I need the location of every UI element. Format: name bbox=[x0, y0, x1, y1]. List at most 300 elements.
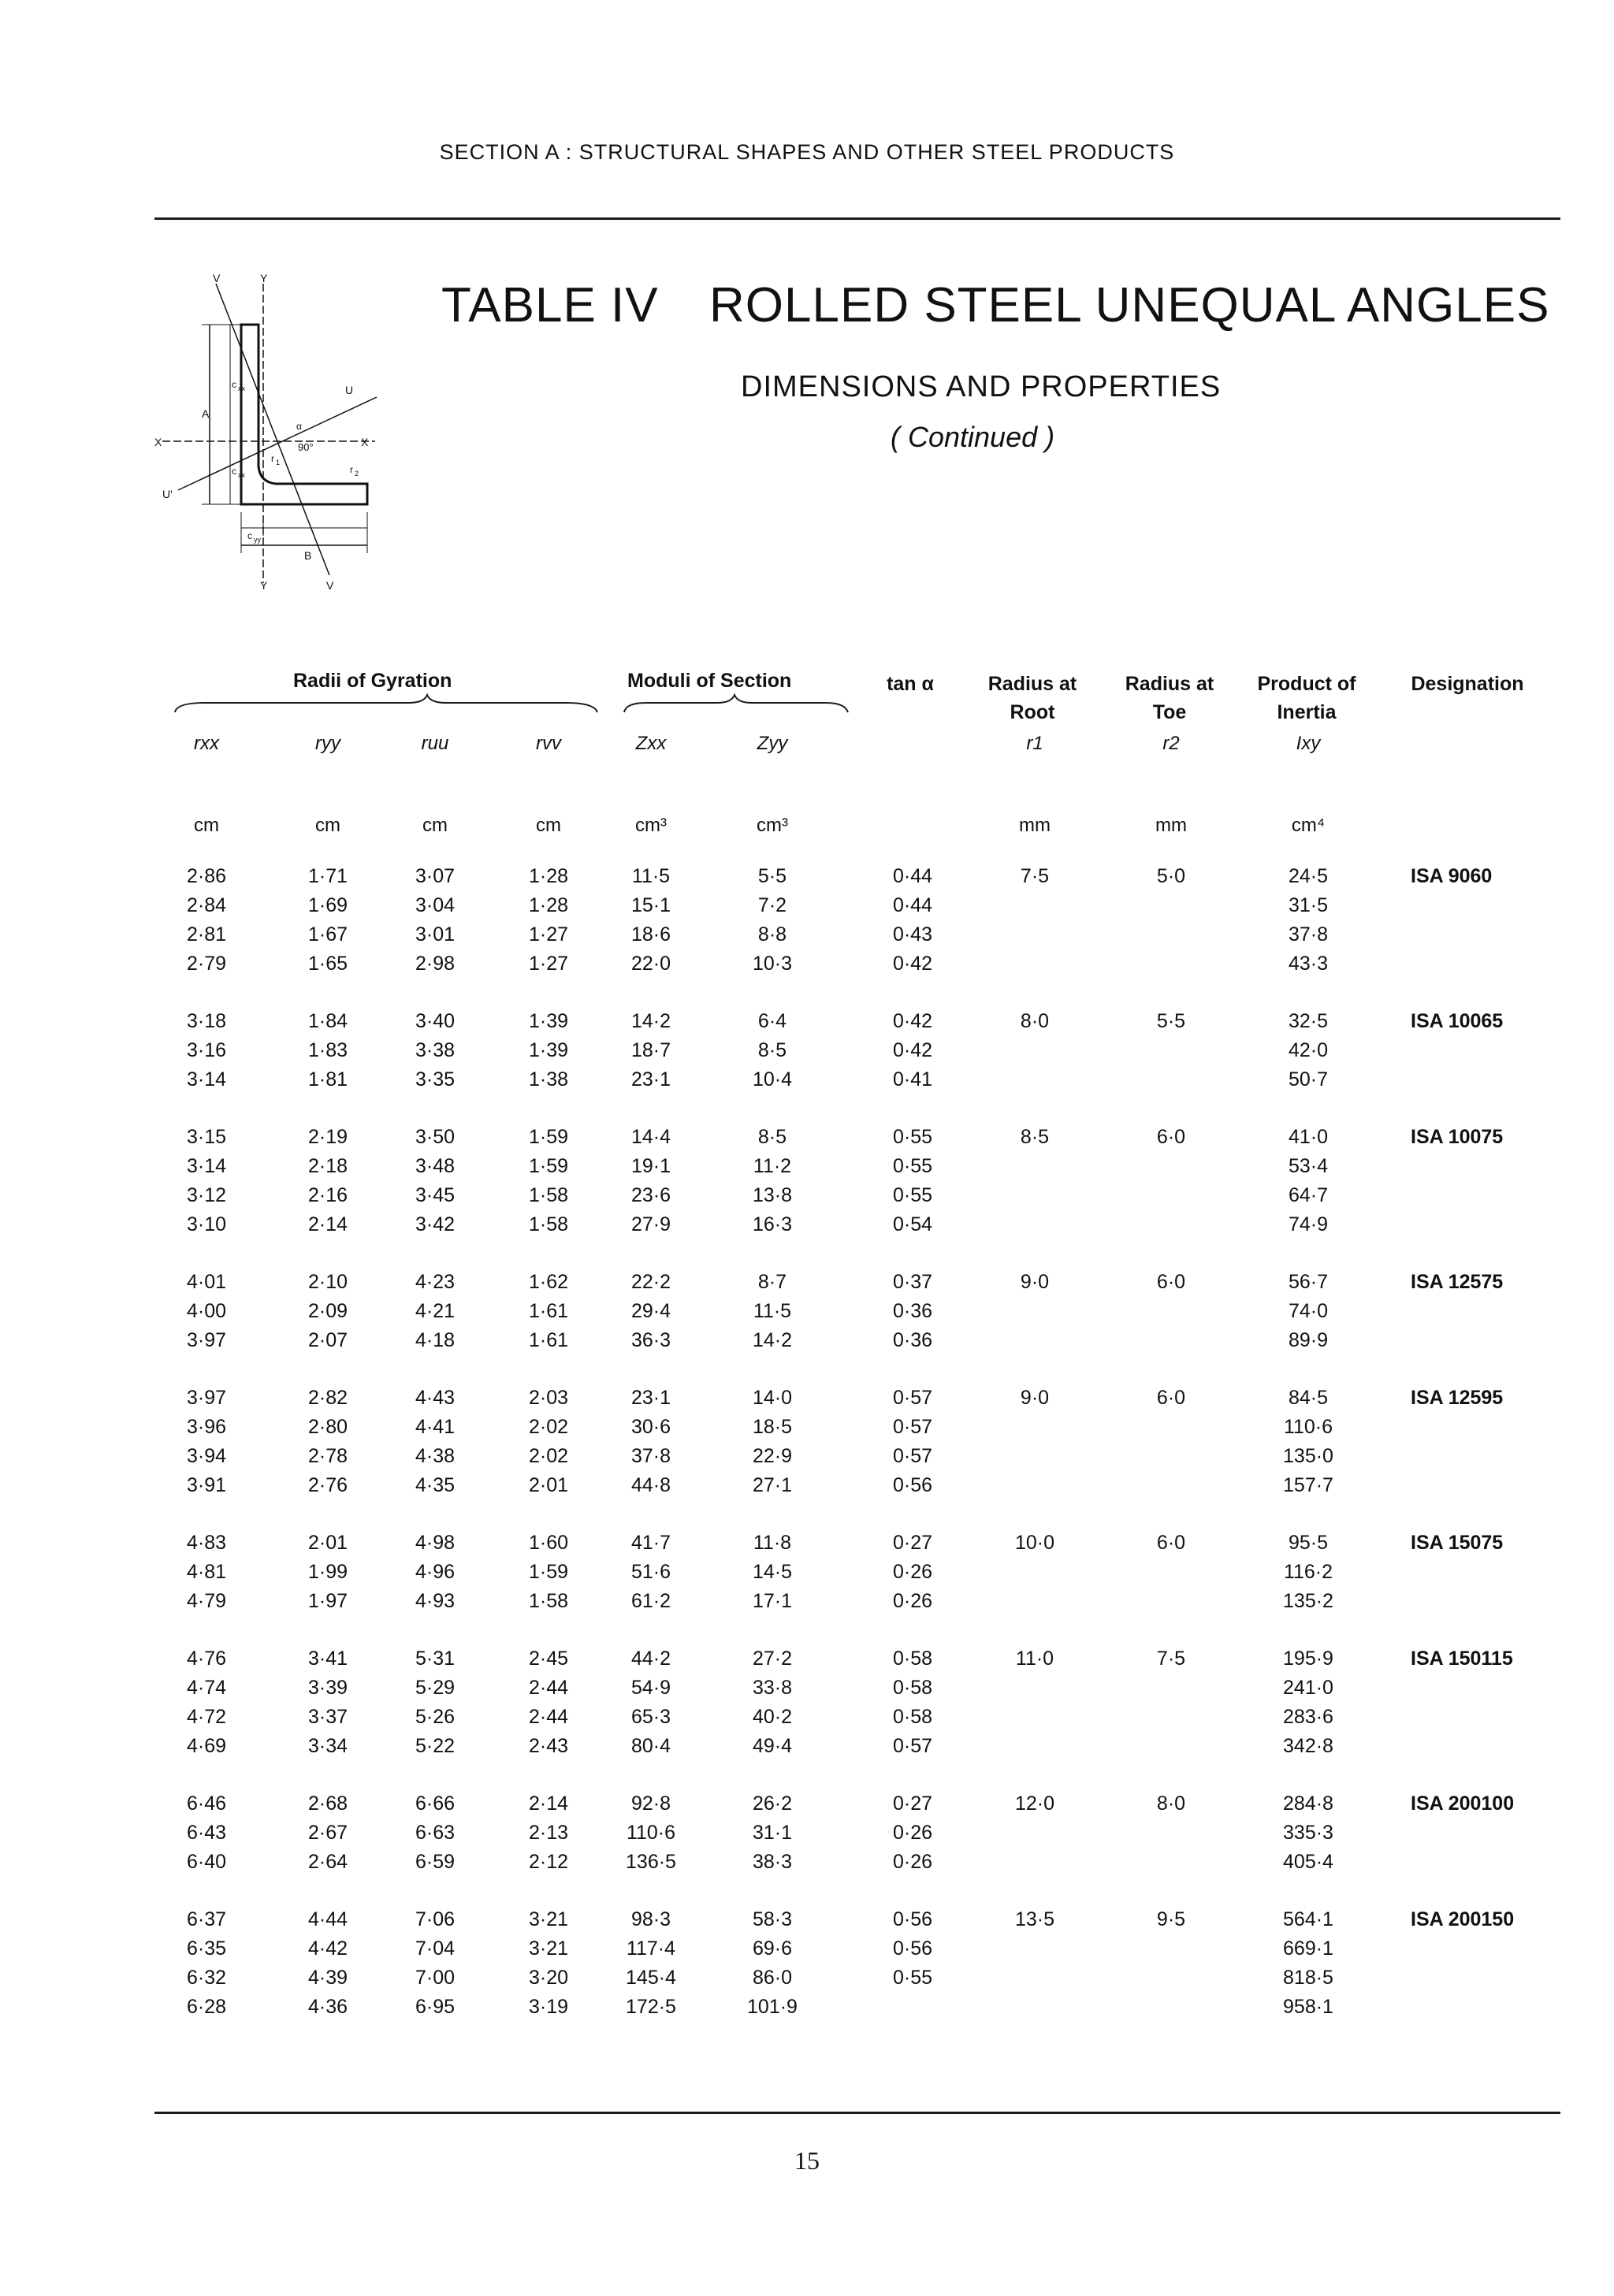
cell-ixy: 95·5 bbox=[1288, 1532, 1329, 1554]
cell-rvv: 3·19 bbox=[528, 1996, 569, 2018]
cell-tan-alpha: 0·36 bbox=[892, 1329, 933, 1351]
cell-zyy: 8·5 bbox=[757, 1039, 787, 1061]
cell-ixy: 135·0 bbox=[1283, 1445, 1333, 1467]
cell-tan-alpha: 0·42 bbox=[892, 953, 933, 975]
cell-ruu: 5·26 bbox=[415, 1706, 456, 1728]
table-title: ROLLED STEEL UNEQUAL ANGLES bbox=[709, 278, 1550, 333]
cell-ryy: 2·14 bbox=[307, 1213, 348, 1235]
cell-ruu: 6·59 bbox=[415, 1851, 456, 1873]
cell-rxx: 3·10 bbox=[186, 1213, 227, 1235]
cell-radius-toe: 5·5 bbox=[1156, 1010, 1186, 1032]
cell-tan-alpha bbox=[865, 1993, 960, 2022]
top-divider bbox=[154, 217, 1560, 220]
header-braces bbox=[173, 692, 851, 719]
cell-tan-alpha: 0·37 bbox=[892, 1271, 933, 1293]
cell-rvv: 1·39 bbox=[528, 1039, 569, 1061]
cell-radius-toe: 6·0 bbox=[1156, 1387, 1186, 1409]
cell-tan-alpha: 0·56 bbox=[892, 1474, 933, 1496]
cell-rxx: 6·35 bbox=[186, 1937, 227, 1960]
cell-zxx: 117·4 bbox=[626, 1937, 676, 1960]
cell-rxx: 4·69 bbox=[186, 1735, 227, 1757]
cell-ryy: 2·09 bbox=[307, 1300, 348, 1322]
cell-ixy: 89·9 bbox=[1288, 1329, 1329, 1351]
cell-tan-alpha: 0·57 bbox=[892, 1735, 933, 1757]
cell-ixy: 31·5 bbox=[1288, 894, 1329, 916]
radii-of-gyration-header: Radii of Gyration bbox=[293, 670, 452, 692]
cell-ixy: 42·0 bbox=[1288, 1039, 1329, 1061]
cell-rvv: 2·02 bbox=[528, 1445, 569, 1467]
cell-tan-alpha: 0·56 bbox=[892, 1937, 933, 1960]
cell-ixy: 110·6 bbox=[1283, 1416, 1333, 1438]
cell-rxx: 4·81 bbox=[186, 1561, 227, 1583]
cell-ryy: 3·41 bbox=[307, 1648, 348, 1670]
cell-ruu: 3·40 bbox=[415, 1010, 456, 1032]
cell-rxx: 4·00 bbox=[186, 1300, 227, 1322]
cell-ryy: 4·36 bbox=[307, 1996, 348, 2018]
cell-rxx: 2·84 bbox=[186, 894, 227, 916]
cell-rxx: 3·97 bbox=[186, 1329, 227, 1351]
unit-zyy: cm³ bbox=[757, 815, 788, 836]
cell-zxx: 44·8 bbox=[630, 1474, 671, 1496]
cell-ruu: 7·04 bbox=[415, 1937, 456, 1960]
cell-ryy: 1·97 bbox=[307, 1590, 348, 1612]
cell-zyy: 10·4 bbox=[752, 1068, 793, 1090]
cell-zyy: 27·1 bbox=[752, 1474, 793, 1496]
cell-rxx: 6·37 bbox=[186, 1908, 227, 1930]
cell-rxx: 3·91 bbox=[186, 1474, 227, 1496]
cell-ixy: 564·1 bbox=[1283, 1908, 1333, 1930]
cell-tan-alpha: 0·43 bbox=[892, 923, 933, 946]
cell-zyy: 8·8 bbox=[757, 923, 787, 946]
svg-text:V: V bbox=[213, 272, 221, 284]
cell-rvv: 1·60 bbox=[528, 1532, 569, 1554]
designation-label: ISA 10065 bbox=[1411, 1010, 1504, 1032]
cell-rxx: 4·83 bbox=[186, 1532, 227, 1554]
cell-zxx: 44·2 bbox=[630, 1648, 671, 1670]
product-of-inertia-header: Product of Inertia bbox=[1257, 673, 1356, 723]
cell-rxx: 6·43 bbox=[186, 1822, 227, 1844]
cell-zxx: 65·3 bbox=[630, 1706, 671, 1728]
cell-ixy: 64·7 bbox=[1288, 1184, 1329, 1206]
cell-ixy: 241·0 bbox=[1283, 1677, 1333, 1699]
cell-zxx: 29·4 bbox=[630, 1300, 671, 1322]
cell-tan-alpha: 0·27 bbox=[892, 1532, 933, 1554]
cell-ryy: 2·76 bbox=[307, 1474, 348, 1496]
cell-ixy: 74·0 bbox=[1288, 1300, 1329, 1322]
symbol-ryy: ryy bbox=[315, 733, 340, 754]
designation-header: Designation bbox=[1411, 673, 1524, 695]
cell-zyy: 18·5 bbox=[752, 1416, 793, 1438]
cell-ryy: 4·44 bbox=[307, 1908, 348, 1930]
cell-rvv: 2·12 bbox=[528, 1851, 569, 1873]
svg-text:xx: xx bbox=[238, 385, 245, 392]
cell-rxx: 3·96 bbox=[186, 1416, 227, 1438]
svg-text:U': U' bbox=[162, 488, 173, 500]
moduli-of-section-header: Moduli of Section bbox=[627, 670, 792, 692]
cell-zyy: 11·8 bbox=[753, 1532, 792, 1554]
cell-ryy: 3·39 bbox=[307, 1677, 348, 1699]
cell-ixy: 283·6 bbox=[1283, 1706, 1333, 1728]
cell-ruu: 3·01 bbox=[415, 923, 456, 946]
cell-tan-alpha: 0·57 bbox=[892, 1445, 933, 1467]
cell-zxx: 23·1 bbox=[630, 1387, 671, 1409]
cell-rvv: 1·58 bbox=[528, 1184, 569, 1206]
cell-ryy: 2·10 bbox=[307, 1271, 348, 1293]
cell-ixy: 157·7 bbox=[1283, 1474, 1333, 1496]
cell-rxx: 6·40 bbox=[186, 1851, 227, 1873]
svg-text:c: c bbox=[232, 379, 236, 390]
cell-ruu: 4·18 bbox=[415, 1329, 456, 1351]
cell-zxx: 92·8 bbox=[630, 1793, 671, 1815]
cell-ryy: 2·82 bbox=[307, 1387, 348, 1409]
cell-zxx: 172·5 bbox=[626, 1996, 676, 2018]
cell-tan-alpha: 0·27 bbox=[892, 1793, 933, 1815]
svg-text:yy: yy bbox=[254, 536, 261, 544]
cell-rvv: 2·02 bbox=[528, 1416, 569, 1438]
cell-radius-root: 10·0 bbox=[1014, 1532, 1055, 1554]
svg-text:Y: Y bbox=[260, 272, 268, 284]
cell-rvv: 2·01 bbox=[528, 1474, 569, 1496]
svg-text:r: r bbox=[271, 453, 274, 464]
cell-tan-alpha: 0·42 bbox=[892, 1039, 933, 1061]
cell-ryy: 2·19 bbox=[307, 1126, 348, 1148]
cell-ruu: 3·48 bbox=[415, 1155, 456, 1177]
cell-zxx: 11·5 bbox=[631, 865, 671, 887]
cell-zxx: 136·5 bbox=[626, 1851, 676, 1873]
cell-ryy: 2·01 bbox=[307, 1532, 348, 1554]
unit-rvv: cm bbox=[536, 815, 561, 836]
cell-ruu: 4·96 bbox=[415, 1561, 456, 1583]
svg-text:A: A bbox=[202, 407, 210, 420]
cell-ryy: 1·65 bbox=[307, 953, 348, 975]
cell-tan-alpha: 0·41 bbox=[892, 1068, 933, 1090]
svg-text:Y: Y bbox=[260, 579, 268, 591]
unit-rxx: cm bbox=[194, 815, 219, 836]
cell-rvv: 1·62 bbox=[528, 1271, 569, 1293]
cell-ixy: 74·9 bbox=[1288, 1213, 1329, 1235]
cell-zxx: 54·9 bbox=[630, 1677, 671, 1699]
cell-rvv: 1·27 bbox=[528, 923, 569, 946]
cell-radius-toe: 6·0 bbox=[1156, 1126, 1186, 1148]
cell-ruu: 4·41 bbox=[415, 1416, 456, 1438]
cell-zyy: 101·9 bbox=[747, 1996, 798, 2018]
cell-tan-alpha: 0·57 bbox=[892, 1416, 933, 1438]
cell-rvv: 1·61 bbox=[528, 1329, 569, 1351]
tan-alpha-header: tan α bbox=[887, 673, 934, 695]
cell-zyy: 22·9 bbox=[752, 1445, 793, 1467]
cell-zyy: 14·5 bbox=[752, 1561, 793, 1583]
cell-radius-root: 8·0 bbox=[1020, 1010, 1050, 1032]
cell-ruu: 6·95 bbox=[415, 1996, 456, 2018]
cell-ryy: 2·67 bbox=[307, 1822, 348, 1844]
cell-ruu: 3·45 bbox=[415, 1184, 456, 1206]
cell-radius-root: 12·0 bbox=[1014, 1793, 1055, 1815]
cell-ixy: 84·5 bbox=[1288, 1387, 1329, 1409]
cell-tan-alpha: 0·56 bbox=[892, 1908, 933, 1930]
cell-ixy: 32·5 bbox=[1288, 1010, 1329, 1032]
cell-ixy: 405·4 bbox=[1283, 1851, 1333, 1873]
svg-text:c: c bbox=[232, 466, 236, 477]
cell-zyy: 31·1 bbox=[752, 1822, 793, 1844]
cell-ixy: 958·1 bbox=[1283, 1996, 1333, 2018]
cell-rxx: 4·01 bbox=[186, 1271, 227, 1293]
cell-zyy: 10·3 bbox=[752, 953, 793, 975]
cell-ixy: 342·8 bbox=[1283, 1735, 1333, 1757]
cell-zyy: 14·2 bbox=[752, 1329, 793, 1351]
cell-ruu: 4·23 bbox=[415, 1271, 456, 1293]
cell-tan-alpha: 0·36 bbox=[892, 1300, 933, 1322]
cell-rvv: 1·27 bbox=[528, 953, 569, 975]
cell-ruu: 6·66 bbox=[415, 1793, 456, 1815]
table-subtitle: DIMENSIONS AND PROPERTIES bbox=[741, 370, 1222, 403]
cell-rxx: 6·46 bbox=[186, 1793, 227, 1815]
cell-tan-alpha: 0·55 bbox=[892, 1184, 933, 1206]
cell-zyy: 8·5 bbox=[757, 1126, 787, 1148]
cell-rxx: 6·28 bbox=[186, 1996, 227, 2018]
cell-ryy: 1·67 bbox=[307, 923, 348, 946]
bottom-divider bbox=[154, 2112, 1560, 2114]
cell-zxx: 30·6 bbox=[630, 1416, 671, 1438]
svg-text:c: c bbox=[247, 530, 252, 541]
cell-zxx: 23·1 bbox=[630, 1068, 671, 1090]
cell-tan-alpha: 0·57 bbox=[892, 1387, 933, 1409]
cell-ruu: 3·07 bbox=[415, 865, 456, 887]
cell-ryy: 2·68 bbox=[307, 1793, 348, 1815]
unit-ryy: cm bbox=[315, 815, 340, 836]
cell-radius-toe: 8·0 bbox=[1156, 1793, 1186, 1815]
cell-zxx: 15·1 bbox=[630, 894, 671, 916]
cell-ryy: 1·81 bbox=[307, 1068, 348, 1090]
cell-zxx: 22·0 bbox=[630, 953, 671, 975]
cell-rvv: 1·39 bbox=[528, 1010, 569, 1032]
symbol-ruu: ruu bbox=[421, 733, 449, 754]
cell-ixy: 53·4 bbox=[1288, 1155, 1329, 1177]
cell-rvv: 2·44 bbox=[528, 1677, 569, 1699]
svg-text:2: 2 bbox=[355, 470, 359, 477]
cell-ruu: 7·06 bbox=[415, 1908, 456, 1930]
cell-rxx: 3·18 bbox=[186, 1010, 227, 1032]
cell-ixy: 43·3 bbox=[1288, 953, 1329, 975]
cell-radius-root: 7·5 bbox=[1020, 865, 1050, 887]
radius-at-toe-header: Radius at Toe bbox=[1125, 673, 1214, 723]
cell-rvv: 1·28 bbox=[528, 894, 569, 916]
designation-label: ISA 12595 bbox=[1411, 1387, 1504, 1409]
cell-tan-alpha: 0·26 bbox=[892, 1851, 933, 1873]
cell-zxx: 37·8 bbox=[630, 1445, 671, 1467]
cell-tan-alpha: 0·26 bbox=[892, 1590, 933, 1612]
cell-rxx: 4·76 bbox=[186, 1648, 227, 1670]
cell-zyy: 14·0 bbox=[752, 1387, 793, 1409]
unequal-angle-diagram bbox=[154, 268, 391, 591]
svg-text:X: X bbox=[361, 436, 369, 448]
cell-rvv: 1·58 bbox=[528, 1590, 569, 1612]
svg-text:α: α bbox=[296, 421, 302, 432]
symbol-rvv: rvv bbox=[536, 733, 561, 754]
cell-rvv: 1·28 bbox=[528, 865, 569, 887]
designation-label: ISA 10075 bbox=[1411, 1126, 1504, 1148]
cell-zyy: 16·3 bbox=[752, 1213, 793, 1235]
section-header: SECTION A : STRUCTURAL SHAPES AND OTHER STEEL PRODUCTS bbox=[439, 140, 1175, 164]
cell-zxx: 36·3 bbox=[630, 1329, 671, 1351]
cell-rvv: 1·58 bbox=[528, 1213, 569, 1235]
unit-r2: mm bbox=[1155, 815, 1187, 836]
cell-radius-toe: 7·5 bbox=[1156, 1648, 1186, 1670]
cell-ixy: 284·8 bbox=[1283, 1793, 1333, 1815]
cell-zyy: 11·2 bbox=[753, 1155, 792, 1177]
cell-ixy: 50·7 bbox=[1288, 1068, 1329, 1090]
cell-ixy: 135·2 bbox=[1283, 1590, 1333, 1612]
cell-rxx: 3·16 bbox=[186, 1039, 227, 1061]
svg-text:90°: 90° bbox=[298, 441, 314, 453]
cell-tan-alpha: 0·55 bbox=[892, 1967, 933, 1989]
cell-zyy: 40·2 bbox=[752, 1706, 793, 1728]
cell-zyy: 49·4 bbox=[752, 1735, 793, 1757]
cell-zxx: 41·7 bbox=[630, 1532, 671, 1554]
cell-ruu: 3·42 bbox=[415, 1213, 456, 1235]
svg-text:xx: xx bbox=[238, 471, 245, 479]
cell-zyy: 86·0 bbox=[752, 1967, 793, 1989]
cell-ixy: 669·1 bbox=[1283, 1937, 1333, 1960]
cell-ryy: 2·16 bbox=[307, 1184, 348, 1206]
cell-tan-alpha: 0·55 bbox=[892, 1126, 933, 1148]
cell-tan-alpha: 0·58 bbox=[892, 1706, 933, 1728]
cell-rvv: 2·14 bbox=[528, 1793, 569, 1815]
cell-ryy: 2·07 bbox=[307, 1329, 348, 1351]
cell-zxx: 27·9 bbox=[630, 1213, 671, 1235]
table-number: TABLE IV bbox=[441, 278, 659, 333]
cell-ryy: 4·42 bbox=[307, 1937, 348, 1960]
cell-ruu: 4·98 bbox=[415, 1532, 456, 1554]
cell-zyy: 27·2 bbox=[752, 1648, 793, 1670]
svg-text:X: X bbox=[154, 436, 162, 448]
cell-ruu: 4·38 bbox=[415, 1445, 456, 1467]
cell-zyy: 6·4 bbox=[757, 1010, 787, 1032]
cell-ruu: 4·93 bbox=[415, 1590, 456, 1612]
cell-ryy: 2·64 bbox=[307, 1851, 348, 1873]
cell-ixy: 24·5 bbox=[1288, 865, 1329, 887]
cell-ruu: 4·35 bbox=[415, 1474, 456, 1496]
cell-zyy: 26·2 bbox=[752, 1793, 793, 1815]
symbol-ixy: Ixy bbox=[1296, 733, 1321, 754]
cell-radius-toe: 6·0 bbox=[1156, 1532, 1186, 1554]
cell-rxx: 3·15 bbox=[186, 1126, 227, 1148]
cell-ryy: 1·84 bbox=[307, 1010, 348, 1032]
cell-ruu: 4·21 bbox=[415, 1300, 456, 1322]
continued-note: ( Continued ) bbox=[891, 421, 1055, 453]
cell-ryy: 2·18 bbox=[307, 1155, 348, 1177]
cell-rvv: 3·21 bbox=[528, 1937, 569, 1960]
cell-rxx: 4·72 bbox=[186, 1706, 227, 1728]
cell-rvv: 1·59 bbox=[528, 1155, 569, 1177]
cell-zxx: 14·2 bbox=[630, 1010, 671, 1032]
cell-ryy: 3·37 bbox=[307, 1706, 348, 1728]
cell-rxx: 2·79 bbox=[186, 953, 227, 975]
cell-zxx: 22·2 bbox=[630, 1271, 671, 1293]
cell-ixy: 37·8 bbox=[1288, 923, 1329, 946]
cell-rvv: 2·03 bbox=[528, 1387, 569, 1409]
cell-ixy: 116·2 bbox=[1283, 1561, 1333, 1583]
cell-rxx: 4·74 bbox=[186, 1677, 227, 1699]
svg-text:B: B bbox=[304, 549, 312, 562]
cell-zyy: 11·5 bbox=[753, 1300, 792, 1322]
cell-zyy: 7·2 bbox=[757, 894, 787, 916]
cell-ixy: 56·7 bbox=[1288, 1271, 1329, 1293]
cell-ixy: 335·3 bbox=[1283, 1822, 1333, 1844]
cell-radius-root: 9·0 bbox=[1020, 1271, 1050, 1293]
designation-label: ISA 12575 bbox=[1411, 1271, 1504, 1293]
cell-rxx: 4·79 bbox=[186, 1590, 227, 1612]
cell-radius-toe: 9·5 bbox=[1156, 1908, 1186, 1930]
cell-tan-alpha: 0·26 bbox=[892, 1561, 933, 1583]
cell-rxx: 3·12 bbox=[186, 1184, 227, 1206]
cell-ruu: 5·29 bbox=[415, 1677, 456, 1699]
cell-ruu: 3·38 bbox=[415, 1039, 456, 1061]
cell-ryy: 4·39 bbox=[307, 1967, 348, 1989]
cell-zyy: 8·7 bbox=[757, 1271, 787, 1293]
symbol-zyy: Zyy bbox=[757, 733, 788, 754]
cell-tan-alpha: 0·55 bbox=[892, 1155, 933, 1177]
designation-label: ISA 9060 bbox=[1411, 865, 1493, 887]
cell-rvv: 3·21 bbox=[528, 1908, 569, 1930]
radius-at-root-header: Radius at Root bbox=[987, 673, 1077, 723]
svg-text:V: V bbox=[326, 579, 334, 591]
cell-zxx: 19·1 bbox=[630, 1155, 671, 1177]
svg-text:1: 1 bbox=[276, 459, 281, 466]
cell-zyy: 69·6 bbox=[752, 1937, 793, 1960]
cell-zyy: 38·3 bbox=[752, 1851, 793, 1873]
cell-zxx: 18·7 bbox=[630, 1039, 671, 1061]
cell-ruu: 5·31 bbox=[415, 1648, 456, 1670]
cell-radius-toe: 5·0 bbox=[1156, 865, 1186, 887]
cell-zxx: 98·3 bbox=[630, 1908, 671, 1930]
cell-zyy: 33·8 bbox=[752, 1677, 793, 1699]
cell-ruu: 7·00 bbox=[415, 1967, 456, 1989]
cell-ruu: 5·22 bbox=[415, 1735, 456, 1757]
cell-rvv: 2·45 bbox=[528, 1648, 569, 1670]
cell-rvv: 1·61 bbox=[528, 1300, 569, 1322]
cell-radius-root: 11·0 bbox=[1015, 1648, 1054, 1670]
cell-tan-alpha: 0·26 bbox=[892, 1822, 933, 1844]
cell-rxx: 2·81 bbox=[186, 923, 227, 946]
svg-text:U: U bbox=[345, 384, 354, 396]
svg-text:r: r bbox=[350, 464, 353, 475]
cell-ixy: 818·5 bbox=[1283, 1967, 1333, 1989]
cell-rxx: 2·86 bbox=[186, 865, 227, 887]
cell-rvv: 1·38 bbox=[528, 1068, 569, 1090]
cell-ryy: 1·83 bbox=[307, 1039, 348, 1061]
cell-zyy: 58·3 bbox=[752, 1908, 793, 1930]
cell-ruu: 3·50 bbox=[415, 1126, 456, 1148]
designation-label: ISA 200150 bbox=[1411, 1908, 1515, 1930]
cell-ixy: 195·9 bbox=[1283, 1648, 1333, 1670]
cell-zxx: 14·4 bbox=[630, 1126, 671, 1148]
cell-tan-alpha: 0·44 bbox=[892, 894, 933, 916]
unit-zxx: cm³ bbox=[635, 815, 667, 836]
cell-ruu: 3·04 bbox=[415, 894, 456, 916]
cell-rxx: 6·32 bbox=[186, 1967, 227, 1989]
designation-label: ISA 200100 bbox=[1411, 1793, 1515, 1815]
cell-rxx: 3·94 bbox=[186, 1445, 227, 1467]
cell-tan-alpha: 0·58 bbox=[892, 1648, 933, 1670]
cell-zxx: 51·6 bbox=[630, 1561, 671, 1583]
symbol-r1: r1 bbox=[1026, 733, 1043, 754]
cell-radius-root: 13·5 bbox=[1014, 1908, 1055, 1930]
symbol-rxx: rxx bbox=[194, 733, 219, 754]
cell-ryy: 1·71 bbox=[307, 865, 348, 887]
symbol-zxx: Zxx bbox=[635, 733, 667, 754]
cell-tan-alpha: 0·42 bbox=[892, 1010, 933, 1032]
cell-zxx: 18·6 bbox=[630, 923, 671, 946]
